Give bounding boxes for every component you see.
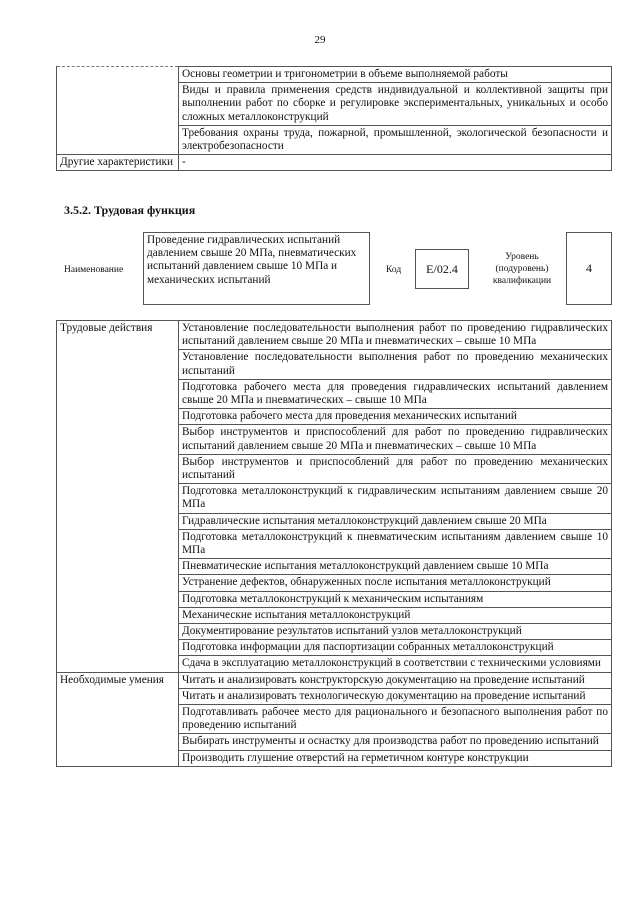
table-row [57, 67, 612, 83]
row-label [57, 125, 179, 154]
table-cell-text: Механические испытания металлоконструкций [179, 607, 612, 623]
table-row [57, 125, 612, 154]
table-cell-text: Пневматические испытания металлоконструкций давлением свыше 10 МПа [179, 559, 612, 575]
table-cell-text: Выбирать инструменты и оснастку для производства работ по проведению испытаний [179, 734, 612, 750]
name-label: Наименование [64, 265, 124, 275]
row-label [57, 83, 179, 126]
page-number: 29 [314, 34, 326, 46]
table-row [57, 83, 612, 126]
row-text: Виды и правила применения средств индивидуальной и коллективной защиты при выполнении работ по сборке и регулировке экспериментальных, уникальных и особо сложных металлоконструкций [179, 83, 612, 126]
table-cell-text: Гидравлические испытания металлоконструкций давлением свыше 20 МПа [179, 513, 612, 529]
table-cell-text: Выбор инструментов и приспособлений для работ по проведению механических испытаний [179, 454, 612, 483]
table-cell-text: Сдача в эксплуатацию металлоконструкций в соответствии с техническими условиями [179, 656, 612, 672]
level-label: Уровень (подуровень) квалификации [492, 252, 552, 286]
table-row [57, 155, 612, 171]
table-cell-text: Читать и анализировать технологическую документацию на проведение испытаний [179, 688, 612, 704]
table-cell-text: Выбор инструментов и приспособлений для работ по проведению гидравлических испытаний давлением свыше 20 МПа и пневматических – свыше 10 МПа [179, 425, 612, 454]
other-characteristics-label: Другие характеристики [57, 155, 179, 171]
table-cell-text: Подготовка металлоконструкций к пневматическим испытаниям давлением свыше 10 МПа [179, 529, 612, 558]
other-characteristics-value: - [179, 155, 612, 171]
function-name: Проведение гидравлических испытаний давлением свыше 20 МПа, пневматических испытаний давлением свыше 10 МПа и механических испытаний [143, 232, 370, 305]
qualification-level: 4 [566, 232, 612, 305]
table-row [57, 672, 612, 688]
labor-function-table [56, 320, 612, 767]
table-cell-text: Подготавливать рабочее место для рационального и безопасного выполнения работ по проведению испытаний [179, 705, 612, 734]
row-label [57, 67, 179, 83]
table-cell-text: Подготовка рабочего места для проведения гидравлических испытаний давлением свыше 20 МПа и пневматических – свыше 10 МПа [179, 379, 612, 408]
table-cell-text: Подготовка металлоконструкций к гидравлическим испытаниям давлением свыше 20 МПа [179, 484, 612, 513]
table-cell-text: Производить глушение отверстий на герметичном контуре конструкции [179, 750, 612, 766]
section-heading: 3.5.2. Трудовая функция [64, 203, 196, 217]
labor-function-header [56, 229, 616, 315]
required-skills-label: Необходимые умения [57, 672, 179, 766]
table-cell-text: Установление последовательности выполнения работ по проведению механических испытаний [179, 350, 612, 379]
table-cell-text: Подготовка информации для паспортизации собранных металлоконструкций [179, 640, 612, 656]
previous-function-table [56, 66, 612, 171]
table-row [57, 321, 612, 350]
function-code: E/02.4 [415, 249, 469, 289]
table-cell-text: Читать и анализировать конструкторскую документацию на проведение испытаний [179, 672, 612, 688]
row-text: Требования охраны труда, пожарной, промышленной, экологической безопасности и электробезопасности [179, 125, 612, 154]
table-cell-text: Подготовка рабочего места для проведения механических испытаний [179, 409, 612, 425]
table-cell-text: Устранение дефектов, обнаруженных после испытания металлоконструкций [179, 575, 612, 591]
row-text: Основы геометрии и тригонометрии в объеме выполняемой работы [179, 67, 612, 83]
labor-actions-label: Трудовые действия [57, 321, 179, 673]
code-label: Код [386, 265, 402, 275]
table-cell-text: Установление последовательности выполнения работ по проведению гидравлических испытаний давлением свыше 20 МПа и пневматических – свыше 10 МПа [179, 321, 612, 350]
table-cell-text: Подготовка металлоконструкций к механическим испытаниям [179, 591, 612, 607]
table-cell-text: Документирование результатов испытаний узлов металлоконструкций [179, 624, 612, 640]
